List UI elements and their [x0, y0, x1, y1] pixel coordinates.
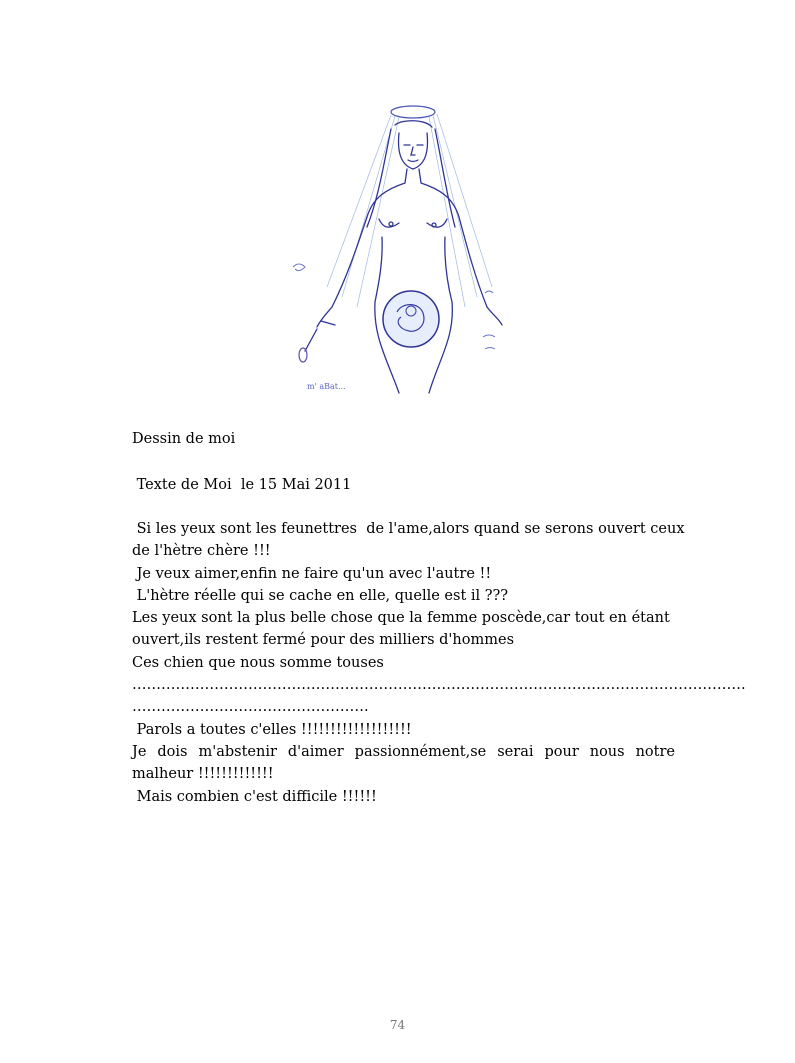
dotted-line: ……………………………………………………………………………………………………………….: [132, 677, 746, 694]
poem-line: Je dois m'abstenir d'aimer passionnément,se serai pour nous notre: [132, 743, 675, 760]
text-heading: Texte de Moi le 15 Mai 2011: [132, 477, 352, 493]
drawing-signature: m' aBat...: [307, 382, 346, 391]
woman-drawing-illustration: [287, 97, 509, 393]
poem-line: malheur !!!!!!!!!!!!!: [132, 766, 274, 783]
poem-line: ouvert,ils restent fermé pour des milliers d'hommes: [132, 632, 515, 649]
drawing-caption: Dessin de moi: [132, 431, 236, 447]
poem-line: Si les yeux sont les feunettres de l'ame,alors quand se serons ouvert ceux: [132, 521, 685, 537]
poem-line: Je veux aimer,enfin ne faire qu'un avec l'autre !!: [132, 565, 492, 582]
poem-line: Les yeux sont la plus belle chose que la femme poscède,car tout en étant: [132, 610, 670, 627]
womb-baby-icon: [383, 291, 439, 347]
poem-body: [132, 518, 746, 808]
poem-line: L'hètre réelle qui se cache en elle, quelle est il ???: [132, 587, 509, 604]
poem-line: Parols a toutes c'elles !!!!!!!!!!!!!!!!!!!: [132, 721, 412, 738]
poem-line: Ces chien que nous somme touses: [132, 654, 384, 671]
poem-line: Mais combien c'est difficile !!!!!!: [132, 788, 377, 805]
poem-line: de l'hètre chère !!!: [132, 543, 271, 560]
page-number: 74: [389, 1018, 406, 1032]
dotted-line: ………………………………………….: [132, 699, 369, 716]
